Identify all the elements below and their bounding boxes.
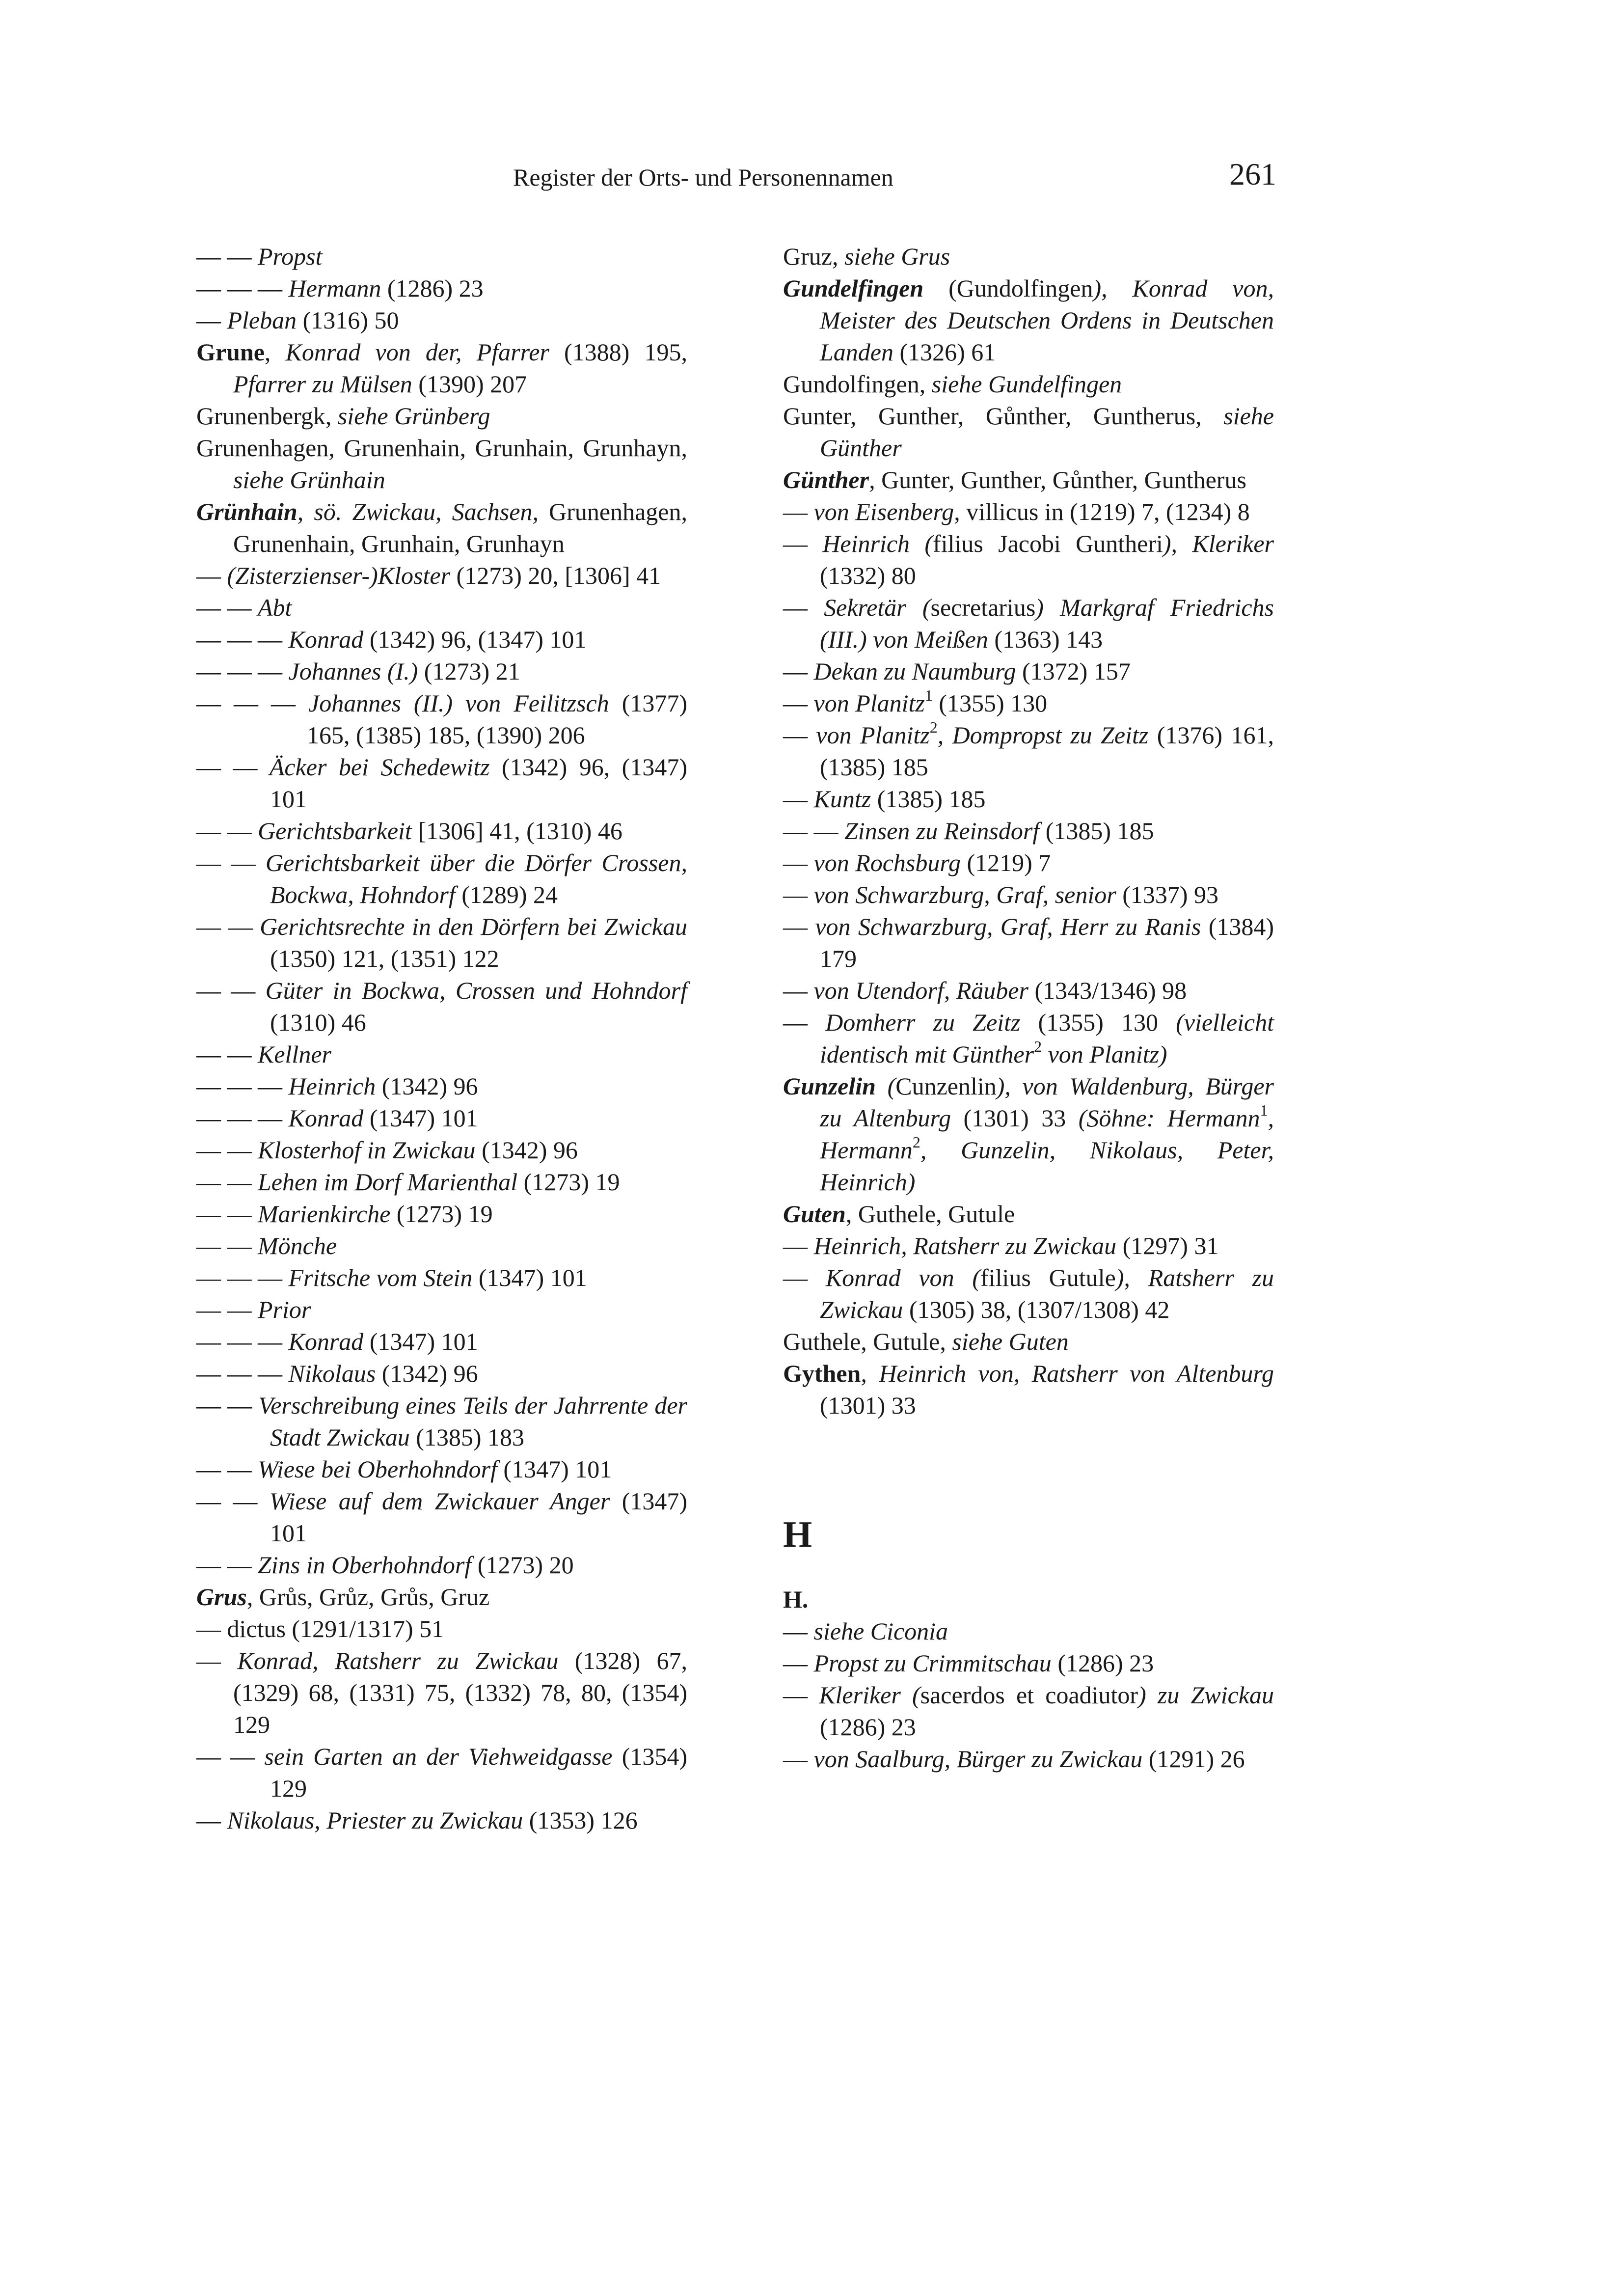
register-headword-entry (783, 1584, 1274, 1615)
entry-text: Abt (258, 594, 292, 621)
entry-text: Propst zu Crimmitschau (813, 1649, 1052, 1677)
entry-text: — (783, 1617, 814, 1645)
register-subentry (196, 1358, 687, 1390)
register-subentry (196, 1453, 687, 1485)
entry-text: (1286) 23 (381, 274, 484, 302)
entry-text: (1301) 33 (951, 1104, 1079, 1132)
entry-text: — — (196, 1392, 259, 1419)
entry-text: siehe Grus (844, 243, 950, 270)
register-subentry (196, 1039, 687, 1070)
register-headword-entry (196, 496, 687, 560)
entry-text: Gerichtsbarkeit über die Dörfer Crossen, Bockwa, Hohndorf (265, 849, 687, 908)
entry-text: — — — (196, 1360, 289, 1387)
register-subentry (196, 1645, 687, 1741)
entry-text: Wiese bei Oberhohndorf (258, 1455, 497, 1483)
register-headword-entry (196, 432, 687, 496)
entry-text: — (783, 977, 814, 1004)
entry-text: Klosterhof in Zwickau (258, 1136, 476, 1164)
entry-text: , Guthele, Gutule (845, 1200, 1015, 1228)
entry-text: Propst (258, 243, 323, 270)
register-headword-entry (196, 1581, 687, 1613)
entry-text: (1355) 130 (932, 689, 1048, 717)
entry-text: — — — (196, 274, 289, 302)
entry-text: Nikolaus, Priester zu Zwickau (227, 1806, 523, 1834)
register-subentry (783, 592, 1274, 656)
entry-text: Gundelfingen (783, 274, 924, 302)
register-subentry (196, 751, 687, 815)
register-headword-entry (196, 400, 687, 432)
register-subentry (783, 656, 1274, 687)
entry-text: Konrad, Ratsherr zu Zwickau (237, 1647, 559, 1674)
entry-text: — (783, 1681, 819, 1709)
entry-text: Guthele, Gutule, (783, 1328, 952, 1355)
entry-text: (1372) 157 (1016, 657, 1131, 685)
entry-text: Pfarrer zu Mülsen (233, 370, 412, 398)
entry-text: von Schwarzburg, Graf, senior (813, 881, 1116, 908)
entry-text: (1316) 50 (297, 306, 399, 334)
register-subentry (783, 1743, 1274, 1775)
entry-text: — — — (196, 1328, 289, 1355)
register-headword-entry (783, 368, 1274, 400)
entry-text: (1342) 96, (1347) 101 (270, 753, 687, 813)
entry-text: — — (196, 1168, 258, 1196)
register-subentry (783, 687, 1274, 719)
register-subentry (196, 1613, 687, 1645)
entry-text: Grus (196, 1583, 247, 1611)
entry-text: Gruz, (783, 243, 844, 270)
register-subentry (196, 624, 687, 656)
register-subentry (196, 1804, 687, 1836)
register-subentry (196, 304, 687, 336)
entry-text: — (783, 530, 823, 557)
entry-text: — (783, 498, 814, 525)
entry-text: (1305) 38, (1307/1308) 42 (903, 1296, 1170, 1323)
entry-text: Johannes (II.) von Feilitzsch (308, 689, 609, 717)
entry-text: — — — (196, 626, 289, 653)
register-subentry (196, 1262, 687, 1294)
section-letter-heading: H (783, 1514, 812, 1555)
entry-text: Zins in Oberhohndorf (258, 1551, 472, 1579)
entry-text: Günther (783, 466, 869, 493)
entry-text: Gundolfingen, (783, 370, 932, 398)
entry-text: (1342) 96 (376, 1360, 478, 1387)
entry-text: Konrad (288, 1104, 364, 1132)
entry-text: — — — (196, 1264, 289, 1291)
entry-text: , sö. Zwickau, Sachsen, (297, 498, 539, 525)
section-spacer (783, 1421, 1274, 1515)
entry-text: von Rochsburg (813, 849, 961, 876)
entry-text: Gythen (783, 1360, 861, 1387)
register-subentry (783, 911, 1274, 975)
entry-text: Kleriker ( (819, 1681, 920, 1709)
entry-text: Heinrich (288, 1072, 376, 1100)
entry-text: Verschreibung eines Teils der Jahrrente der Stadt Zwickau (258, 1392, 688, 1451)
entry-text: — (783, 689, 814, 717)
entry-text: — — (196, 1136, 258, 1164)
entry-text: — (783, 721, 816, 749)
register-subentry (783, 783, 1274, 815)
entry-text: Cunzenlin (895, 1072, 997, 1100)
entry-text: Johannes (I.) (288, 657, 418, 685)
entry-text: Kellner (258, 1040, 331, 1068)
entry-text: (1297) 31 (1116, 1232, 1219, 1259)
entry-text: — — — (196, 1104, 289, 1132)
entry-text: Äcker bei Schedewitz (269, 753, 490, 781)
register-subentry (783, 815, 1274, 847)
superscript-index: 1 (924, 686, 933, 704)
entry-text: — (783, 881, 814, 908)
entry-text: siehe Guten (952, 1328, 1069, 1355)
entry-text: Konrad von ( (825, 1264, 981, 1291)
register-subentry (783, 975, 1274, 1007)
entry-text: — (783, 1009, 826, 1036)
entry-text: Gunter, Gunther, Gůnther, Guntherus, (783, 402, 1224, 430)
entry-text: von Planitz (816, 721, 930, 749)
entry-text: (1363) 143 (988, 626, 1103, 653)
entry-text: Heinrich ( (822, 530, 933, 557)
register-subentry (783, 1262, 1274, 1326)
entry-text: Mönche (258, 1232, 337, 1259)
entry-text: — (783, 1745, 814, 1773)
entry-text: secretarius (930, 594, 1036, 621)
entry-text: — — (196, 594, 258, 621)
entry-text: — (783, 594, 824, 621)
entry-text: — — (196, 1551, 258, 1579)
entry-text: (1273) 20 (471, 1551, 574, 1579)
entry-text: (vielleicht identisch mit Günther (820, 1009, 1274, 1068)
register-headword-entry (196, 336, 687, 400)
entry-text: — — (196, 913, 260, 940)
entry-text: Prior (258, 1296, 311, 1323)
superscript-index: 2 (929, 718, 938, 736)
entry-text: von Eisenberg, (813, 498, 960, 525)
entry-text: Marienkirche (258, 1200, 391, 1228)
entry-text: ) zu Zwickau (1138, 1681, 1274, 1709)
register-subentry (196, 1741, 687, 1804)
entry-text: Grunenhagen, Grunenhain, Grunhain, Grunhayn, (196, 434, 687, 462)
entry-text: Gerichtsrechte in den Dörfern bei Zwickau (260, 913, 687, 940)
register-subentry (196, 273, 687, 304)
entry-text: — (196, 562, 227, 589)
entry-text: von Schwarzburg, Graf, Herr zu Ranis (815, 913, 1201, 940)
entry-text: Gunter, Gunther, Gůnther, Guntherus (875, 466, 1246, 493)
entry-text: (1219) 7 (961, 849, 1051, 876)
superscript-index: 2 (912, 1133, 920, 1151)
register-subentry (783, 1679, 1274, 1743)
entry-text: ( (875, 1072, 896, 1100)
entry-text: (1388) 195, (549, 338, 687, 366)
entry-text: , Dompropst zu Zeitz (937, 721, 1149, 749)
entry-text: siehe Grünberg (337, 402, 490, 430)
register-subentry (196, 975, 687, 1039)
entry-text: — — (196, 1455, 258, 1483)
entry-text: sacerdos et coadiutor (920, 1681, 1138, 1709)
entry-text: (Gundolfingen (923, 274, 1093, 302)
entry-text: (1385) 183 (409, 1423, 525, 1451)
entry-text: — (196, 1647, 238, 1674)
entry-text: Wiese auf dem Zwickauer Anger (269, 1487, 610, 1515)
entry-text: (1332) 80 (820, 562, 916, 589)
entry-text: (1347) 101 (363, 1328, 478, 1355)
entry-text: (1337) 93 (1116, 881, 1219, 908)
register-subentry (196, 1485, 687, 1549)
register-subentry (196, 815, 687, 847)
entry-text: — — (196, 1296, 258, 1323)
entry-text: ), Kleriker (1163, 530, 1274, 557)
page-number: 261 (1229, 157, 1276, 191)
entry-text: (1301) 33 (820, 1392, 916, 1419)
register-subentry (196, 1230, 687, 1262)
entry-text: — (783, 785, 814, 813)
entry-text: — — (196, 753, 270, 781)
entry-text: Sekretär ( (824, 594, 931, 621)
entry-text: (1342) 96 (376, 1072, 478, 1100)
entry-text: (1354) 129 (270, 1743, 687, 1802)
entry-text: (1376) 161, (1385) 185 (820, 721, 1274, 781)
section-spacer (783, 1554, 1274, 1584)
entry-text: , (869, 466, 875, 493)
entry-text: (1273) 20, [1306] 41 (450, 562, 661, 589)
entry-text: (1347) 101 (363, 1104, 478, 1132)
entry-text: filius Gutule (980, 1264, 1116, 1291)
entry-text: Güter in Bockwa, Crossen und Hohndorf (265, 977, 688, 1004)
entry-text: (1385) 185 (1039, 817, 1154, 845)
entry-text: (1342) 96 (475, 1136, 578, 1164)
superscript-index: 2 (1034, 1038, 1042, 1055)
register-subentry (783, 1007, 1274, 1070)
entry-text: — — (196, 1743, 265, 1770)
entry-text: Grunenbergk, (196, 402, 338, 430)
entry-text: (1347) 101 (270, 1487, 687, 1547)
entry-text: Lehen im Dorf Marienthal (258, 1168, 518, 1196)
entry-text: (1326) 61 (893, 338, 996, 366)
entry-text: (1273) 19 (390, 1200, 493, 1228)
register-subentry (196, 1549, 687, 1581)
entry-text: sein Garten an der Viehweidgasse (264, 1743, 613, 1770)
entry-text: ), Ratsherr zu Zwickau (820, 1264, 1274, 1323)
entry-text: (1350) 121, (1351) 122 (270, 945, 499, 972)
register-subentry (783, 1647, 1274, 1679)
superscript-index: 1 (1260, 1101, 1268, 1119)
entry-text: von Saalburg, Bürger zu Zwickau (813, 1745, 1143, 1773)
entry-text: — (196, 1806, 227, 1834)
entry-text: — — (783, 817, 844, 845)
entry-text: (1273) 19 (517, 1168, 620, 1196)
entry-text: Fritsche vom Stein (288, 1264, 473, 1291)
entry-text: — — (196, 1232, 258, 1259)
entry-text: (1347) 101 (497, 1455, 612, 1483)
entry-text: Konrad (288, 1328, 364, 1355)
entry-text: Konrad (288, 626, 364, 653)
entry-text: Guten (783, 1200, 846, 1228)
register-subentry (196, 1102, 687, 1134)
entry-text: — (783, 849, 814, 876)
register-subentry (196, 560, 687, 592)
entry-text: , Hermann (820, 1104, 1274, 1164)
entry-text: — (783, 913, 815, 940)
entry-text: Kuntz (813, 785, 871, 813)
entry-text: Dekan zu Naumburg (813, 657, 1016, 685)
entry-text: — — (196, 1487, 270, 1515)
register-headword-entry (783, 1198, 1274, 1230)
entry-text: (1291) 26 (1142, 1745, 1245, 1773)
entry-text: filius Jacobi Guntheri (933, 530, 1163, 557)
entry-text: Grune (196, 338, 265, 366)
entry-text: Domherr zu Zeitz (825, 1009, 1021, 1036)
entry-text: (1342) 96, (1347) 101 (363, 626, 587, 653)
entry-text: — (196, 306, 227, 334)
entry-text: villicus in (1219) 7, (1234) 8 (960, 498, 1250, 525)
entry-text: (1286) 23 (820, 1713, 916, 1741)
entry-text: (1347) 101 (472, 1264, 587, 1291)
register-headword-entry (783, 1326, 1274, 1358)
entry-text: ) Markgraf Friedrichs (III.) von Meißen (820, 594, 1274, 653)
entry-text: Zinsen zu Reinsdorf (844, 817, 1040, 845)
register-headword-entry (783, 241, 1274, 273)
register-subentry (783, 1615, 1274, 1647)
entry-text: ), von Waldenburg, Bürger zu Altenburg (820, 1072, 1274, 1132)
register-headword-entry (783, 464, 1274, 496)
register-subentry (196, 911, 687, 975)
entry-text: — — (196, 817, 258, 845)
entry-text: (1385) 185 (871, 785, 986, 813)
register-subentry (196, 1294, 687, 1326)
register-subentry (196, 1134, 687, 1166)
running-title: Register der Orts- und Personennamen (513, 164, 893, 191)
entry-text: Konrad von der, Pfarrer (285, 338, 549, 366)
register-subentry (783, 719, 1274, 783)
entry-text: siehe Gundelfingen (931, 370, 1122, 398)
register-column-left (196, 241, 687, 1836)
entry-text: von Planitz) (1042, 1040, 1167, 1068)
entry-text: Grünhain (196, 498, 298, 525)
entry-text: — — (196, 977, 266, 1004)
register-subentry (783, 1230, 1274, 1262)
entry-text: (1355) 130 (1020, 1009, 1176, 1036)
entry-text: — — — (196, 689, 309, 717)
register-subentry (783, 528, 1274, 592)
entry-text: siehe Ciconia (813, 1617, 948, 1645)
entry-text: (1384) 179 (820, 913, 1274, 972)
entry-text: (1377) 165, (1385) 185, (1390) 206 (307, 689, 687, 749)
entry-text: (1286) 23 (1051, 1649, 1154, 1677)
entry-text: , Heinrich von, Ratsherr von Altenburg (861, 1360, 1274, 1387)
register-headword-entry (783, 273, 1274, 368)
entry-text: , Gunzelin, Nikolaus, Peter, Heinrich) (820, 1136, 1274, 1196)
entry-text: — — — (196, 1072, 289, 1100)
register-subentry (196, 847, 687, 911)
entry-text: von Utendorf, Räuber (813, 977, 1028, 1004)
entry-text: Nikolaus (288, 1360, 376, 1387)
entry-text: Gerichtsbarkeit (258, 817, 412, 845)
entry-text: (1343/1346) 98 (1028, 977, 1187, 1004)
entry-text: Pleban (227, 306, 297, 334)
entry-text: , (264, 338, 286, 366)
register-column-right (783, 241, 1274, 1775)
entry-text: H. (783, 1585, 809, 1613)
register-subentry (196, 1198, 687, 1230)
running-header (196, 156, 1276, 205)
entry-text: — — (196, 243, 258, 270)
entry-text: (1328) 67, (1329) 68, (1331) 75, (1332) 78, 80, (1354) 129 (233, 1647, 688, 1738)
entry-text: (Zisterzienser-)Kloster (227, 562, 451, 589)
register-subentry (196, 656, 687, 687)
entry-text: Gunzelin (783, 1072, 876, 1100)
entry-text: [1306] 41, (1310) 46 (411, 817, 622, 845)
register-subentry (196, 1166, 687, 1198)
register-subentry (196, 687, 687, 751)
entry-text: (1273) 21 (418, 657, 520, 685)
register-headword-entry (783, 1358, 1274, 1421)
register-headword-entry (783, 1070, 1274, 1198)
register-subentry (196, 1070, 687, 1102)
entry-text: siehe Grünhain (233, 466, 385, 493)
entry-text: , Grůs, Grůz, Grůs, Gruz (246, 1583, 490, 1611)
entry-text: — (783, 657, 814, 685)
register-subentry (196, 1390, 687, 1453)
entry-text: (1310) 46 (270, 1009, 366, 1036)
entry-text: — (783, 1232, 814, 1259)
entry-text: — (783, 1264, 826, 1291)
entry-text: Heinrich, Ratsherr zu Zwickau (813, 1232, 1117, 1259)
entry-text: siehe Günther (820, 402, 1274, 462)
entry-text: (1289) 24 (455, 881, 558, 908)
entry-text: Grunenhagen, Grunenhain, Grunhain, Grunhayn (233, 498, 687, 557)
entry-text: — — — (196, 657, 289, 685)
entry-text: (Söhne: Hermann (1078, 1104, 1260, 1132)
entry-text: (1353) 126 (523, 1806, 638, 1834)
entry-text: — — (196, 1040, 258, 1068)
entry-text: ), Konrad von, Meister des Deutschen Ordens in Deutschen Landen (820, 274, 1274, 366)
entry-text: (1390) 207 (412, 370, 527, 398)
register-subentry (783, 496, 1274, 528)
entry-text: von Planitz (813, 689, 925, 717)
register-subentry (196, 1326, 687, 1358)
register-subentry (196, 241, 687, 273)
entry-text: — (783, 1649, 814, 1677)
entry-text: — — (196, 849, 266, 876)
register-headword-entry (783, 400, 1274, 464)
register-subentry (783, 879, 1274, 911)
register-subentry (196, 592, 687, 624)
entry-text: — — (196, 1200, 258, 1228)
entry-text: — dictus (1291/1317) 51 (196, 1615, 444, 1642)
entry-text: Hermann (288, 274, 381, 302)
register-subentry (783, 847, 1274, 879)
